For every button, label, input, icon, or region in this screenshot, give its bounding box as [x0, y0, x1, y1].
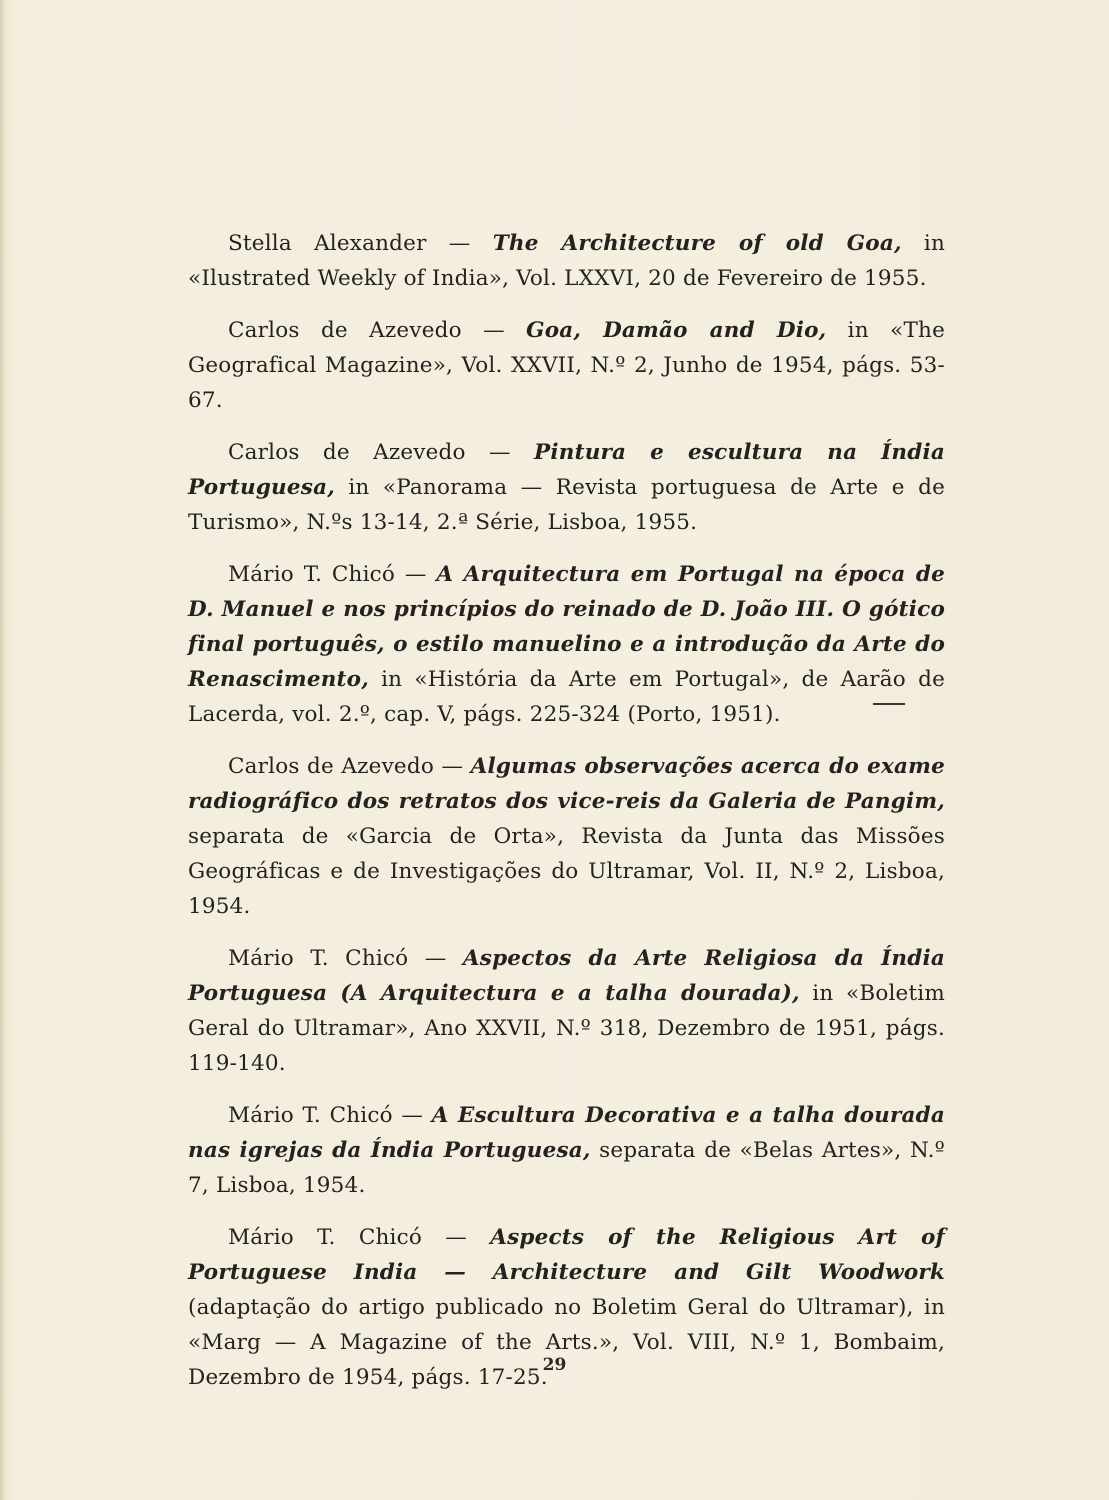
entry-author: Carlos de Azevedo: [228, 318, 462, 343]
entry-title: Goa, Damão and Dio,: [526, 318, 827, 343]
bibliography-entry: [188, 226, 945, 296]
entry-title: Aspectos da Arte Religiosa da Índia Portuguesa (A Arquitectura e a talha dourada),: [188, 946, 945, 1006]
entry-details: separata de «Belas Artes», N.º 7, Lisboa, 1954.: [188, 1138, 945, 1198]
page-number: 29: [542, 1355, 567, 1375]
entry-title: The Architecture of old Goa,: [492, 231, 902, 256]
entry-details: in «Boletim Geral do Ultramar», Ano XXVII, N.º 318, Dezembro de 1951, págs. 119-140.: [188, 981, 945, 1076]
bibliography-entry: [188, 1098, 945, 1203]
entry-title: Algumas observações acerca do exame radiográfico dos retratos dos vice-reis da Galeria de Pangim,: [188, 754, 945, 814]
bibliography-list: [188, 226, 945, 1412]
entry-details: in «Ilustrated Weekly of India», Vol. LXXVI, 20 de Fevereiro de 1955.: [188, 231, 945, 291]
entry-author: Carlos de Azevedo: [228, 754, 434, 779]
entry-author: Mário T. Chicó: [228, 1225, 422, 1250]
entry-author: Stella Alexander: [228, 231, 427, 256]
entry-details: separata de «Garcia de Orta», Revista da Junta das Missões Geográficas e de Investigações do Ultramar, Vol. II, N.º 2, Lisboa, 1954.: [188, 824, 945, 919]
entry-author: Carlos de Azevedo: [228, 440, 466, 465]
entry-dash: —: [401, 1103, 424, 1128]
entry-details: in «História da Arte em Portugal», de Aarão de Lacerda, vol. 2.º, cap. V, págs. 225-324 (Porto, 1951).: [188, 667, 945, 727]
section-rule: [873, 703, 905, 705]
bibliography-entry: [188, 941, 945, 1081]
entry-title: Pintura e escultura na Índia Portuguesa,: [188, 440, 945, 500]
entry-dash: —: [404, 562, 427, 587]
entry-details: (adaptação do artigo publicado no Boletim Geral do Ultramar), in «Marg — A Magazine of the Arts.», Vol. VIII, N.º 1, Bombaim, Dezembro de 1954, págs. 17-25.: [188, 1295, 945, 1390]
entry-details: in «Panorama — Revista portuguesa de Arte e de Turismo», N.ºs 13-14, 2.ª Série, Lisboa, 1955.: [188, 475, 945, 535]
entry-title: Aspects of the Religious Art of Portuguese India — Architecture and Gilt Woodwork: [188, 1225, 945, 1285]
entry-dash: —: [424, 946, 447, 971]
entry-title: A Arquitectura em Portugal na época de D. Manuel e nos princípios do reinado de D. João III. O gótico final português, o estilo manuelino e a introdução da Arte do Renascimento,: [188, 562, 945, 692]
entry-details: in «The Geografical Magazine», Vol. XXVII, N.º 2, Junho de 1954, págs. 53-67.: [188, 318, 945, 413]
entry-dash: —: [448, 231, 471, 256]
bibliography-entry: [188, 557, 945, 732]
entry-author: Mário T. Chicó: [228, 562, 396, 587]
bibliography-entry: [188, 749, 945, 924]
bibliography-entry: [188, 435, 945, 540]
entry-author: Mário T. Chicó: [228, 946, 409, 971]
entry-dash: —: [441, 754, 464, 779]
entry-dash: —: [483, 318, 505, 343]
entry-title: A Escultura Decorativa e a talha dourada nas igrejas da Índia Portuguesa,: [188, 1103, 945, 1163]
entry-dash: —: [488, 440, 511, 465]
page-edge: [0, 0, 6, 1500]
entry-dash: —: [445, 1225, 467, 1250]
bibliography-entry: [188, 313, 945, 418]
entry-author: Mário T. Chicó: [228, 1103, 393, 1128]
